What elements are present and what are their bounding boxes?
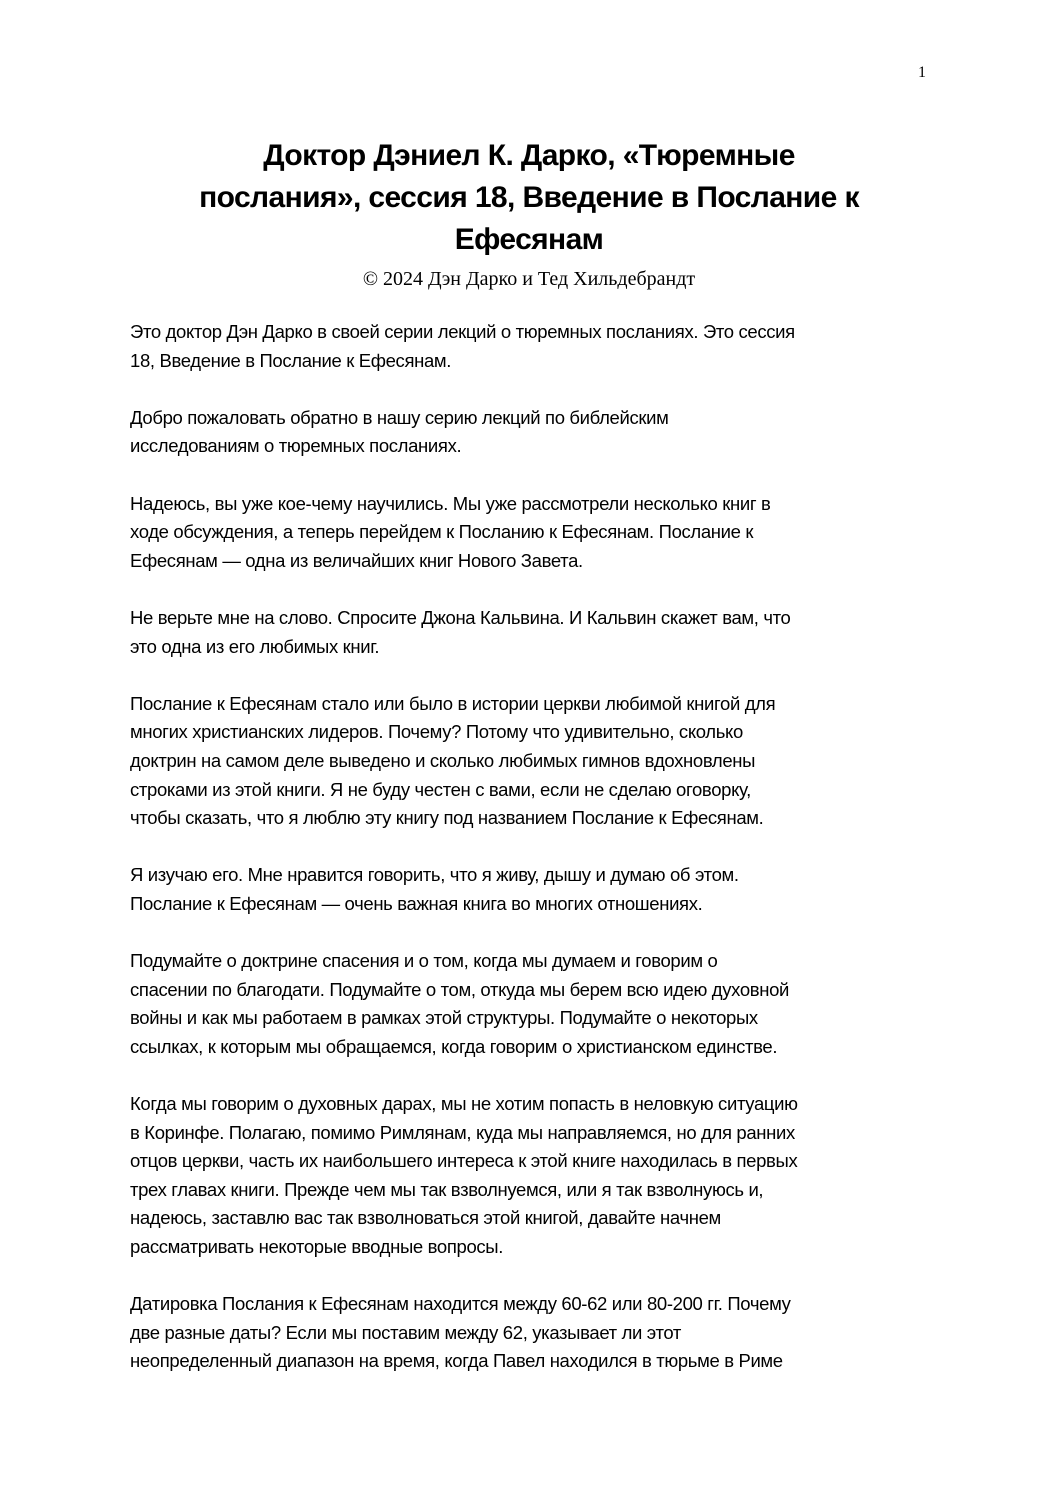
- paragraph-line: Это доктор Дэн Дарко в своей серии лекций о тюремных посланиях. Это сессия: [130, 321, 795, 342]
- copyright-line: © 2024 Дэн Дарко и Тед Хильдебрандт: [362, 268, 696, 290]
- paragraph-line: доктрин на самом деле выведено и сколько любимых гимнов вдохновлены: [130, 749, 756, 771]
- title-line: послания», сессия 18, Введение в Послание к: [199, 181, 859, 214]
- paragraph-line: Ефесянам — одна из величайших книг Нового Завета.: [130, 549, 583, 571]
- paragraph-line: многих христианских лидеров. Почему? Потому что удивительно, сколько: [130, 721, 743, 743]
- paragraph-line: неопределенный диапазон на время, когда Павел находился в тюрьме в Риме: [130, 1350, 783, 1372]
- paragraph-line: это одна из его любимых книг.: [130, 635, 380, 657]
- document-body: [130, 318, 798, 1405]
- paragraph-line: Когда мы говорим о духовных дарах, мы не хотим попасть в неловкую ситуацию: [130, 1093, 798, 1115]
- paragraph-line: Датировка Послания к Ефесянам находится между 60-62 или 80-200 гг. Почему: [130, 1293, 791, 1315]
- document-title: [100, 135, 958, 261]
- paragraph: [130, 318, 798, 375]
- paragraph-line: Надеюсь, вы уже кое-чему научились. Мы уже рассмотрели несколько книг в: [130, 492, 771, 514]
- paragraph-line: Я изучаю его. Мне нравится говорить, что я живу, дышу и думаю об этом.: [130, 864, 739, 886]
- paragraph-line: Послание к Ефесянам стало или было в истории церкви любимой книгой для: [130, 692, 776, 714]
- paragraph: [130, 947, 798, 1061]
- paragraph-line: в Коринфе. Полагаю, помимо Римлянам, куда мы направляемся, но для ранних: [130, 1121, 795, 1143]
- paragraph: [130, 861, 798, 918]
- paragraph-line: 18, Введение в Послание к Ефесянам.: [130, 349, 452, 371]
- paragraph: [130, 1290, 798, 1376]
- paragraph-line: строками из этой книги. Я не буду честен с вами, если не сделаю оговорку,: [130, 778, 751, 800]
- paragraph-line: Подумайте о доктрине спасения и о том, когда мы думаем и говорим о: [130, 950, 718, 972]
- title-line: Ефесянам: [454, 223, 604, 256]
- paragraph: [130, 404, 798, 461]
- paragraph-line: надеюсь, заставлю вас так взволноваться этой книгой, давайте начнем: [130, 1207, 721, 1229]
- paragraph-line: рассматривать некоторые вводные вопросы.: [130, 1236, 504, 1257]
- paragraph: [130, 1090, 798, 1262]
- paragraph-line: чтобы сказать, что я люблю эту книгу под названием Послание к Ефесянам.: [130, 807, 764, 829]
- paragraph-line: ходе обсуждения, а теперь перейдем к Посланию к Ефесянам. Послание к: [130, 521, 754, 543]
- paragraph-line: Не верьте мне на слово. Спросите Джона Кальвина. И Кальвин скажет вам, что: [130, 606, 791, 628]
- paragraph-line: трех главах книги. Прежде чем мы так взволнуемся, или я так взволнуюсь и,: [130, 1178, 764, 1200]
- paragraph-line: ссылках, к которым мы обращаемся, когда говорим о христианском единстве.: [130, 1035, 778, 1057]
- paragraph-line: Послание к Ефесянам — очень важная книга во многих отношениях.: [130, 892, 703, 914]
- paragraph: [130, 490, 798, 576]
- page-number: 1: [918, 64, 926, 81]
- paragraph-line: отцов церкви, часть их наибольшего интереса к этой книге находилась в первых: [130, 1150, 798, 1172]
- paragraph-line: две разные даты? Если мы поставим между 62, указывает ли этот: [130, 1321, 682, 1343]
- paragraph-line: Добро пожаловать обратно в нашу серию лекций по библейским: [130, 406, 669, 428]
- paragraph-line: исследованиям о тюремных посланиях.: [130, 435, 462, 457]
- paragraph: [130, 604, 798, 661]
- paragraph-line: спасении по благодати. Подумайте о том, откуда мы берем всю идею духовной: [130, 978, 790, 1000]
- paragraph: [130, 690, 798, 833]
- paragraph-line: войны и как мы работаем в рамках этой структуры. Подумайте о некоторых: [130, 1007, 758, 1029]
- title-line: Доктор Дэниел К. Дарко, «Тюремные: [263, 139, 795, 172]
